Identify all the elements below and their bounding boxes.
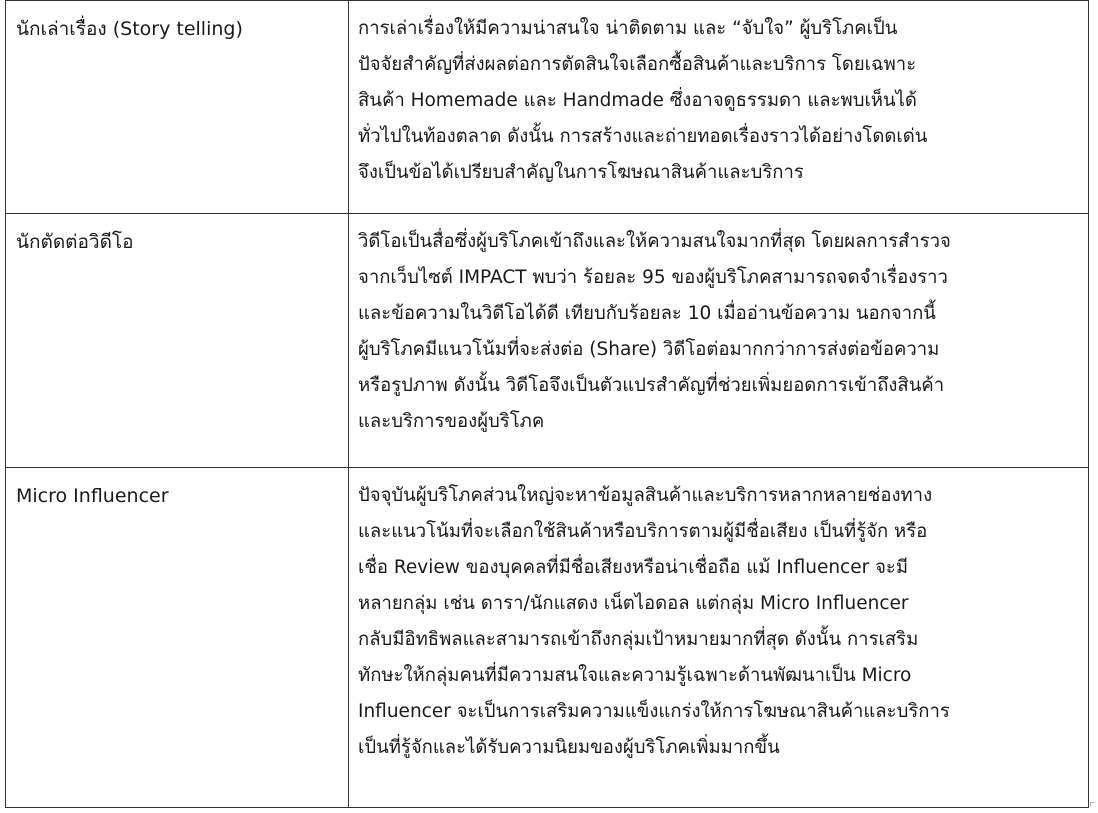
body-line: จึงเป็นข้อได้เปรียบสำคัญในการโฆษณาสินค้าและบริการ — [358, 162, 804, 183]
body-line: และข้อความในวิดีโอได้ดี เทียบกับร้อยละ 10 เมื่ออ่านข้อความ นอกจากนี้ — [358, 303, 936, 324]
body-line: Influencer จะเป็นการเสริมความแข็งแกร่งให้การโฆษณาสินค้าและบริการ — [358, 701, 950, 722]
body-line: ปัจจัยสำคัญที่ส่งผลต่อการตัดสินใจเลือกซื้อสินค้าและบริการ โดยเฉพาะ — [358, 54, 917, 75]
body-line: กลับมีอิทธิพลและสามารถเข้าถึงกลุ่มเป้าหมายมากที่สุด ดังนั้น การเสริม — [358, 629, 919, 650]
row-body-cell — [349, 1, 1089, 214]
body-line: และบริการของผู้บริโภค — [358, 411, 545, 432]
row-title: นักตัดต่อวิดีโอ — [16, 231, 134, 253]
row-body-cell — [349, 468, 1089, 808]
body-line: ทักษะให้กลุ่มคนที่มีความสนใจและความรู้เฉพาะด้านพัฒนาเป็น Micro — [358, 665, 912, 686]
body-line: ผู้บริโภคมีแนวโน้มที่จะส่งต่อ (Share) วิดีโอต่อมากกว่าการส่งต่อข้อความ — [358, 339, 940, 360]
page-corner-mark — [1090, 802, 1095, 807]
body-line: สินค้า Homemade และ Handmade ซึ่งอาจดูธรรมดา และพบเห็นได้ — [358, 90, 917, 111]
row-body — [349, 468, 1088, 766]
row-title-cell — [6, 1, 349, 214]
table-row — [6, 214, 1089, 468]
body-line: การเล่าเรื่องให้มีความน่าสนใจ น่าติดตาม และ “จับใจ” ผู้บริโภคเป็น — [358, 18, 898, 39]
row-body-cell — [349, 214, 1089, 468]
body-line: และแนวโน้มที่จะเลือกใช้สินค้าหรือบริการตามผู้มีชื่อเสียง เป็นที่รู้จัก หรือ — [358, 521, 928, 542]
row-title: Micro Influencer — [16, 485, 169, 507]
body-line: ทั่วไปในท้องตลาด ดังนั้น การสร้างและถ่ายทอดเรื่องราวได้อย่างโดดเด่น — [358, 126, 928, 147]
table-row — [6, 1, 1089, 214]
body-line: เชื่อ Review ของบุคคลที่มีชื่อเสียงหรือน่าเชื่อถือ แม้ Influencer จะมี — [358, 557, 909, 578]
body-line: วิดีโอเป็นสื่อซึ่งผู้บริโภคเข้าถึงและให้ความสนใจมากที่สุด โดยผลการสำรวจ — [358, 231, 951, 252]
row-title: นักเล่าเรื่อง (Story telling) — [16, 18, 243, 40]
row-title-cell — [6, 468, 349, 808]
row-body — [349, 214, 1088, 440]
body-line: จากเว็บไซต์ IMPACT พบว่า ร้อยละ 95 ของผู้บริโภคสามารถจดจำเรื่องราว — [358, 267, 948, 288]
body-line: หลายกลุ่ม เช่น ดารา/นักแสดง เน็ตไอดอล แต่กลุ่ม Micro Influencer — [358, 593, 909, 614]
body-line: เป็นที่รู้จักและได้รับความนิยมของผู้บริโภคเพิ่มมากขึ้น — [358, 737, 780, 758]
body-line: หรือรูปภาพ ดังนั้น วิดีโอจึงเป็นตัวแปรสำคัญที่ช่วยเพิ่มยอดการเข้าถึงสินค้า — [358, 375, 945, 396]
body-line: ปัจจุบันผู้บริโภคส่วนใหญ่จะหาข้อมูลสินค้าและบริการหลากหลายช่องทาง — [358, 485, 933, 506]
row-body — [349, 1, 1088, 191]
row-title-cell — [6, 214, 349, 468]
table-row — [6, 468, 1089, 808]
content-table — [5, 0, 1089, 808]
